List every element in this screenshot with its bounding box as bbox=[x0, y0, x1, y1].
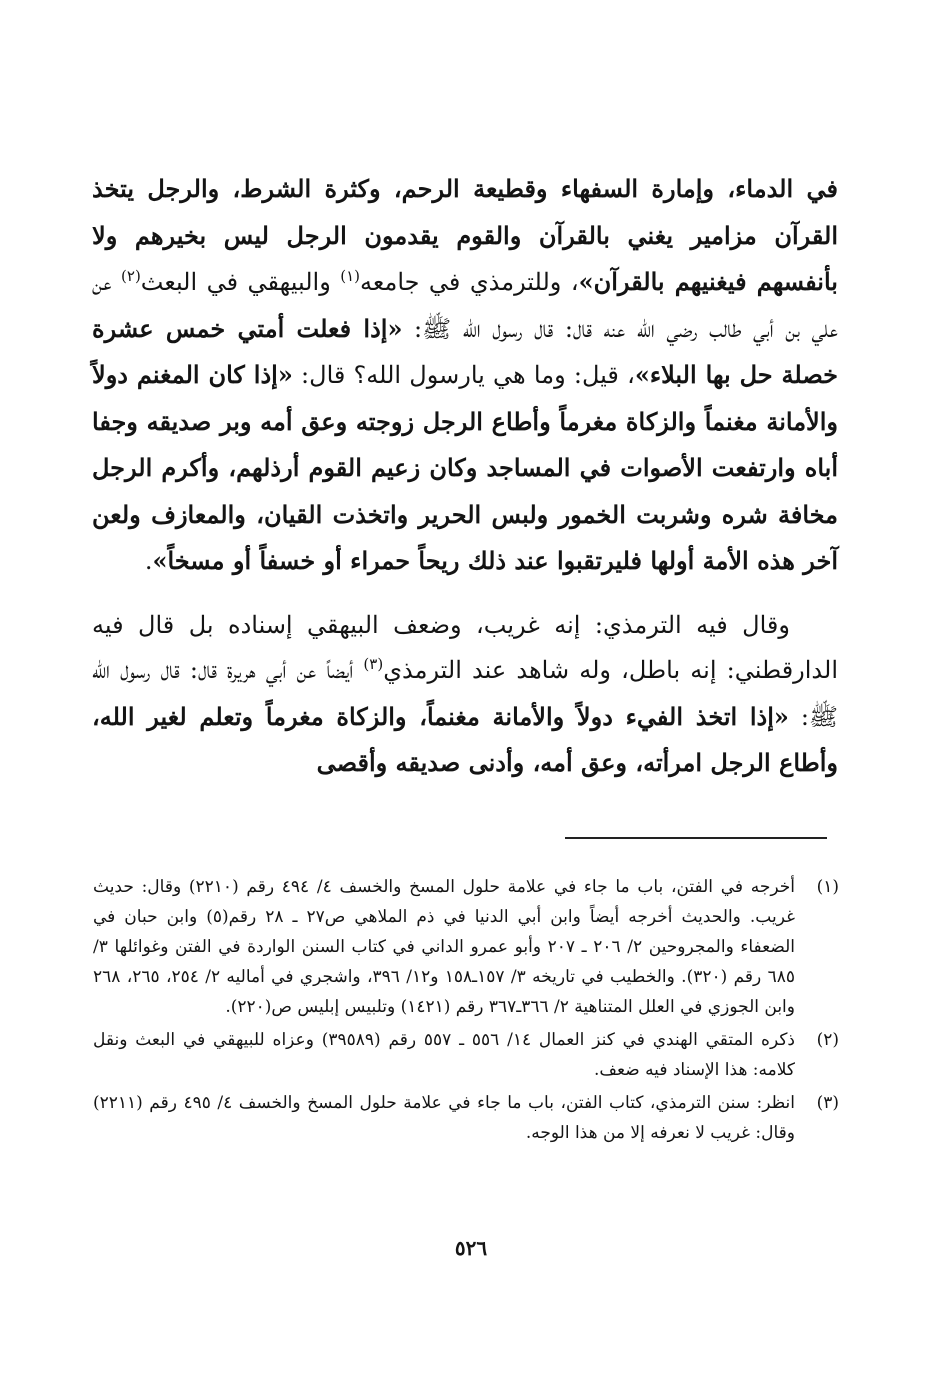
hadith-text-1a: في الدماء، وإمارة السفهاء وقطيعة الرحم، وكثرة الشرط، والرجل يتخذ القرآن مزامير يغني بالقرآن والقوم يقدمون الرجل ليس بخيرهم ولا بأنفسهم فيغنيهم بالقرآن» bbox=[92, 174, 838, 296]
paragraph-1 bbox=[92, 166, 838, 585]
text-2b: أيضاً عن أبي هريرة قال: قال رسول الله ﷺ: bbox=[92, 656, 838, 731]
text-1c: والبيهقي في البعث bbox=[140, 268, 341, 296]
main-text bbox=[92, 166, 838, 787]
footnote-2 bbox=[93, 1025, 839, 1085]
footnotes bbox=[93, 872, 839, 1151]
footnote-number: (٣) bbox=[816, 1093, 839, 1113]
hadith-text-1e: «إذا فعلت أمتي خمس عشرة خصلة حل بها البلاء» bbox=[92, 313, 838, 389]
footnote-ref-1: (١) bbox=[340, 267, 361, 285]
text-1d: عن علي بن أبي طالب رضي الله عنه قال: قال رسول الله ﷺ: bbox=[92, 268, 838, 343]
paragraph-2 bbox=[92, 603, 838, 787]
footnote-1 bbox=[93, 872, 839, 1022]
footnote-text: انظر: سنن الترمذي، كتاب الفتن، باب ما جاء في علامة حلول المسخ والخسف ٤/ ٤٩٥ رقم (٢٢١١) وقال: غريب لا نعرفه إلا من هذا الوجه. bbox=[93, 1093, 795, 1143]
text-1h: . bbox=[144, 547, 153, 575]
text-2a: وقال فيه الترمذي: إنه غريب، وضعف البيهقي إسناده بل قال فيه الدارقطني: إنه باطل، وله شاهد عند الترمذي bbox=[92, 610, 838, 684]
footnote-number: (١) bbox=[816, 877, 839, 897]
footnote-text: أخرجه في الفتن، باب ما جاء في علامة حلول المسخ والخسف ٤/ ٤٩٤ رقم (٢٢١٠) وقال: حديث غريب. والحديث أخرجه أيضاً وابن أبي الدنيا في ذم الملاهي ص٢٧ ـ ٢٨ رقم(٥) وابن حبان في الضعفاء والمجروحين ٢/ ٢٠٦ ـ ٢٠٧ وأبو عمرو الداني في كتاب السنن الواردة في الفتن وغوائلها ٣/ ٦٨٥ رقم (٣٢٠). والخطيب في تاريخه ٣/ ١٥٧ـ١٥٨ و١٢/ ٣٩٦، واشجري في أماليه ٢/ ٢٥٤، ٢٦٥، ٢٦٨ وابن الجوزي في العلل المتناهية ٢/ ٣٦٦ـ٣٦٧ رقم (١٤٢١) وتلبيس إبليس ص(٢٢٠). bbox=[93, 877, 795, 1017]
footnote-number: (٢) bbox=[816, 1030, 839, 1050]
hadith-text-1g: «إذا كان المغنم دولاً والأمانة مغنماً والزكاة مغرماً وأطاع الرجل زوجته وعق أمه وبر صديقه وجفا أباه وارتفعت الأصوات في المساجد وكان زعيم القوم أرذلهم، وأكرم الرجل مخافة شره وشربت الخمور ولبس الحرير واتخذت القيان، والمعازف ولعن آخر هذه الأمة أولها فليرتقبوا عند ذلك ريحاً حمراء أو خسفاً أو مسخاً» bbox=[92, 360, 839, 575]
footnote-ref-2: (٢) bbox=[121, 267, 141, 285]
footnote-3 bbox=[93, 1088, 839, 1148]
footnote-ref-3: (٣) bbox=[363, 655, 384, 673]
text-1b: ، وللترمذي في جامعه bbox=[360, 268, 579, 296]
page-number: ٥٢٦ bbox=[454, 1236, 488, 1260]
text-1f: ، قيل: وما هي يارسول الله؟ قال: bbox=[292, 361, 635, 389]
footnote-text: ذكره المتقي الهندي في كنز العمال ١٤/ ٥٥٦ ـ ٥٥٧ رقم (٣٩٥٨٩) وعزاه للبيهقي في البعث ونقل كلامه: هذا الإسناد فيه ضعف. bbox=[93, 1030, 796, 1080]
hadith-text-2c: «إذا اتخذ الفيء دولاً والأمانة مغنماً، والزكاة مغرماً وتعلم لغير الله، وأطاع الرجل امرأته، وعق أمه، وأدنى صديقه وأقصى bbox=[92, 701, 838, 777]
footnote-divider bbox=[565, 837, 827, 839]
